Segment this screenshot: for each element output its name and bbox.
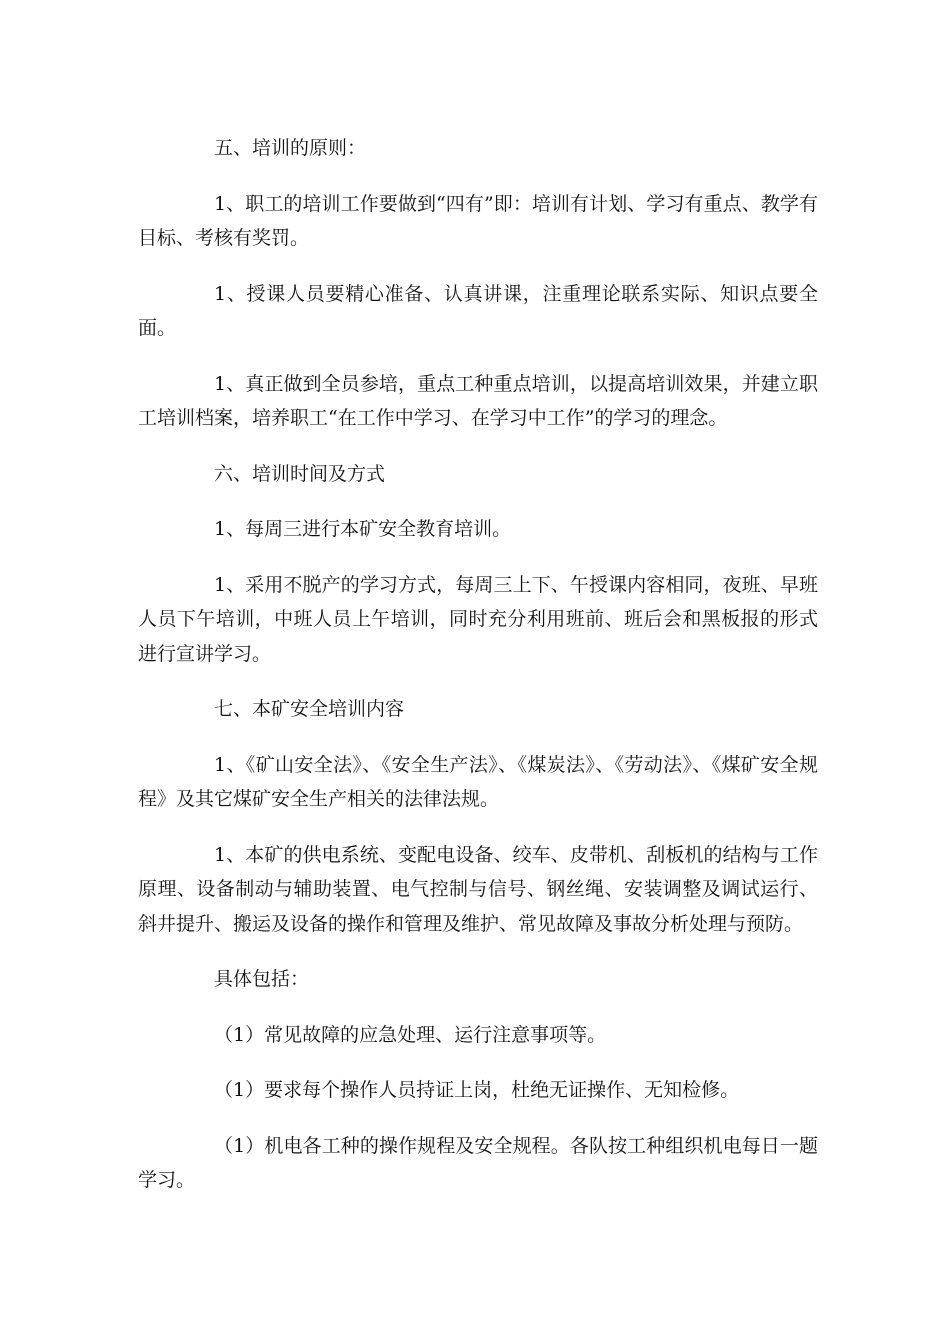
section-heading-principles: 五、培训的原则： <box>214 137 367 159</box>
paragraph-instructors: 1、授课人员要精心准备、认真讲课，注重理论联系实际、知识点要全面。 <box>138 282 818 339</box>
paragraph-equipment: 1、本矿的供电系统、变配电设备、绞车、皮带机、刮板机的结构与工作原理、设备制动与辅助装置、电气控制与信号、钢丝绳、安装调整及调试运行、斜井提升、搬运及设备的操作和管理及维护、常见故障及事故分析处理与预防。 <box>138 843 818 935</box>
list-item-emergency: （1）常见故障的应急处理、运行注意事项等。 <box>214 1023 607 1046</box>
document-body <box>138 131 818 1198</box>
paragraph-includes: 具体包括： <box>214 968 310 990</box>
paragraph-wednesday-training: 1、每周三进行本矿安全教育培训。 <box>214 518 512 540</box>
paragraph-full-participation: 1、真正做到全员参培，重点工种重点培训，以提高培训效果，并建立职工培训档案，培养职工“在工作中学习、在学习中工作”的学习的理念。 <box>138 372 818 429</box>
section-heading-content: 七、本矿安全培训内容 <box>214 698 405 720</box>
section-heading-schedule: 六、培训时间及方式 <box>214 462 386 485</box>
paragraph-four-haves: 1、职工的培训工作要做到“四有”即：培训有计划、学习有重点、教学有目标、考核有奖罚。 <box>138 192 818 249</box>
paragraph-laws: 1、《矿山安全法》、《安全生产法》、《煤炭法》、《劳动法》、《煤矿安全规程》及其它煤矿安全生产相关的法律法规。 <box>138 753 818 810</box>
list-item-certification: （1）要求每个操作人员持证上岗，杜绝无证操作、无知检修。 <box>214 1079 740 1101</box>
list-item-operating-rules: （1）机电各工种的操作规程及安全规程。各队按工种组织机电每日一题学习。 <box>138 1134 818 1191</box>
paragraph-study-method: 1、采用不脱产的学习方式，每周三上下、午授课内容相同，夜班、早班人员下午培训，中班人员上午培训，同时充分利用班前、班后会和黑板报的形式进行宣讲学习。 <box>138 573 818 665</box>
